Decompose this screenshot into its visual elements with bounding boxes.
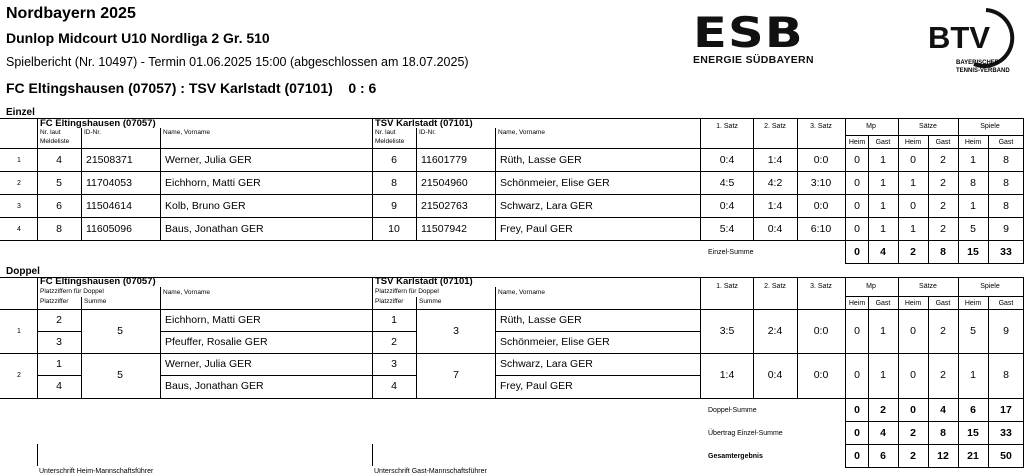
singles-guest-id: 11507942 bbox=[421, 222, 467, 235]
singles-set3: 6:10 bbox=[810, 222, 832, 235]
singles-mpg: 1 bbox=[880, 153, 886, 166]
doubles-mpg: 1 bbox=[880, 368, 886, 381]
doubles-home-col-name: Name, Vorname bbox=[163, 288, 210, 296]
doubles-sum-mpg: 2 bbox=[880, 403, 886, 416]
doubles-set1: 3:5 bbox=[719, 324, 735, 337]
doubles-sph: 5 bbox=[970, 324, 976, 337]
singles-sag: 2 bbox=[940, 199, 946, 212]
doubles-guest-pz-2: 4 bbox=[391, 379, 397, 392]
singles-row-number: 2 bbox=[17, 179, 21, 187]
doubles-sum-label: Doppel-Summe bbox=[708, 406, 757, 414]
singles-guest-id: 21504960 bbox=[421, 176, 468, 189]
singles-mpg: 1 bbox=[880, 222, 886, 235]
singles-set2: 1:4 bbox=[767, 199, 783, 212]
singles-home-team: FC Eltingshausen (07057) bbox=[40, 118, 156, 130]
singles-guest-nr: 9 bbox=[391, 199, 397, 212]
singles-sum-mpg: 4 bbox=[880, 245, 886, 258]
singles-home-name: Kolb, Bruno GER bbox=[165, 199, 246, 212]
singles-mpg: 1 bbox=[880, 176, 886, 189]
doubles-home-name-1: Eichhorn, Matti GER bbox=[165, 313, 261, 326]
doubles-total-spg: 50 bbox=[1000, 449, 1012, 462]
doubles-row-number: 1 bbox=[17, 327, 21, 335]
btv-logo-subtitle-1: BAYERISCHER bbox=[956, 60, 1000, 66]
singles-home-col-id: ID-Nr. bbox=[84, 128, 101, 136]
doubles-carry-sph: 15 bbox=[967, 426, 979, 439]
singles-guest-col-nr-a: Nr. laut bbox=[375, 128, 396, 136]
singles-set2: 4:2 bbox=[767, 176, 783, 189]
doubles-sum-sah: 0 bbox=[910, 403, 916, 416]
singles-home-nr: 6 bbox=[56, 199, 62, 212]
doubles-guest-pz-1: 3 bbox=[391, 357, 397, 370]
doubles-total-mpg: 6 bbox=[880, 449, 886, 462]
match-result-line: FC Eltingshausen (07057) : TSV Karlstadt (07101) 0 : 6 bbox=[6, 80, 377, 96]
singles-sah: 1 bbox=[910, 222, 916, 235]
page-title: Nordbayern 2025 bbox=[6, 5, 136, 22]
singles-guest-name: Rüth, Lasse GER bbox=[500, 153, 582, 166]
singles-spg: 8 bbox=[1003, 153, 1009, 166]
singles-set2: 1:4 bbox=[767, 153, 783, 166]
doubles-carry-mph: 0 bbox=[854, 426, 860, 439]
singles-sum-label: Einzel-Summe bbox=[708, 248, 754, 256]
singles-sph: 1 bbox=[970, 153, 976, 166]
singles-guest-col-id: ID-Nr. bbox=[419, 128, 436, 136]
singles-set3: 0:0 bbox=[813, 153, 829, 166]
doubles-guest-pz-2: 2 bbox=[391, 335, 397, 348]
signature-guest-label: Unterschrift Gast-Mannschaftsführer bbox=[374, 467, 487, 475]
singles-guest-nr: 10 bbox=[388, 222, 400, 235]
btv-logo-letters: BTV bbox=[928, 20, 990, 55]
doubles-mpg: 1 bbox=[880, 324, 886, 337]
singles-sum-sph: 15 bbox=[967, 245, 979, 258]
doubles-guest-sum: 3 bbox=[453, 324, 459, 337]
doubles-home-pz-2: 4 bbox=[56, 379, 62, 392]
singles-row-number: 4 bbox=[17, 225, 21, 233]
esb-logo-subtitle: ENERGIE SÜDBAYERN bbox=[693, 54, 814, 66]
doubles-col-set2: 2. Satz bbox=[764, 282, 786, 290]
singles-col-saetze: Sätze bbox=[919, 122, 937, 130]
doubles-carry-sag: 8 bbox=[940, 426, 946, 439]
doubles-carry-spg: 33 bbox=[1000, 426, 1012, 439]
doubles-guest-name-2: Frey, Paul GER bbox=[500, 379, 573, 392]
doubles-col-mp: Mp bbox=[866, 282, 876, 290]
doubles-home-col-pz-top: Platzziffern für Doppel bbox=[40, 287, 104, 295]
esb-logo-letters: ESB bbox=[693, 8, 804, 57]
doubles-guest-name-2: Schönmeier, Elise GER bbox=[500, 335, 610, 348]
singles-sum-mph: 0 bbox=[854, 245, 860, 258]
doubles-guest-name-1: Rüth, Lasse GER bbox=[500, 313, 582, 326]
singles-mph: 0 bbox=[854, 222, 860, 235]
doubles-mph: 0 bbox=[854, 324, 860, 337]
singles-col-mp-heim: Heim bbox=[848, 138, 866, 146]
singles-set3: 3:10 bbox=[810, 176, 832, 189]
singles-home-name: Werner, Julia GER bbox=[165, 153, 252, 166]
singles-spg: 9 bbox=[1003, 222, 1009, 235]
singles-sah: 0 bbox=[910, 153, 916, 166]
doubles-carry-sah: 2 bbox=[910, 426, 916, 439]
doubles-sag: 2 bbox=[940, 368, 946, 381]
doubles-col-spiele: Spiele bbox=[980, 282, 1000, 290]
singles-col-spiele-heim: Heim bbox=[964, 138, 982, 146]
singles-guest-col-name: Name, Vorname bbox=[498, 128, 545, 136]
singles-set1: 0:4 bbox=[719, 153, 735, 166]
singles-home-id: 11704053 bbox=[86, 176, 132, 189]
singles-home-nr: 5 bbox=[56, 176, 62, 189]
doubles-home-team: FC Eltingshausen (07057) bbox=[40, 276, 156, 288]
singles-guest-nr: 8 bbox=[391, 176, 397, 189]
singles-guest-col-nr-b: Meldeliste bbox=[375, 137, 405, 145]
doubles-home-sum: 5 bbox=[117, 324, 123, 337]
doubles-home-pz-1: 1 bbox=[56, 357, 62, 370]
singles-col-set3: 3. Satz bbox=[810, 122, 832, 130]
singles-col-mp: Mp bbox=[866, 122, 876, 130]
singles-spg: 8 bbox=[1003, 199, 1009, 212]
report-line: Spielbericht (Nr. 10497) - Termin 01.06.2025 15:00 (abgeschlossen am 18.07.2025) bbox=[6, 55, 469, 69]
signature-home-label: Unterschrift Heim-Mannschaftsführer bbox=[39, 467, 154, 475]
singles-mph: 0 bbox=[854, 199, 860, 212]
singles-guest-name: Frey, Paul GER bbox=[500, 222, 573, 235]
doubles-guest-col-pz: Platzziffer bbox=[375, 297, 404, 305]
doubles-guest-col-summe: Summe bbox=[419, 297, 442, 305]
singles-row-number: 3 bbox=[17, 202, 21, 210]
singles-set2: 0:4 bbox=[767, 222, 783, 235]
doubles-set2: 0:4 bbox=[767, 368, 783, 381]
singles-home-id: 21508371 bbox=[86, 153, 133, 166]
singles-mpg: 1 bbox=[880, 199, 886, 212]
doubles-set2: 2:4 bbox=[767, 324, 783, 337]
doubles-col-mp-heim: Heim bbox=[848, 299, 866, 307]
doubles-sph: 1 bbox=[970, 368, 976, 381]
singles-home-name: Baus, Jonathan GER bbox=[165, 222, 264, 235]
singles-col-set1: 1. Satz bbox=[716, 122, 738, 130]
singles-mph: 0 bbox=[854, 176, 860, 189]
doubles-set3: 0:0 bbox=[813, 324, 829, 337]
doubles-sag: 2 bbox=[940, 324, 946, 337]
doubles-sum-sag: 4 bbox=[940, 403, 946, 416]
singles-home-col-nr-a: Nr. laut bbox=[40, 128, 61, 136]
doubles-mph: 0 bbox=[854, 368, 860, 381]
doubles-carry-mpg: 4 bbox=[880, 426, 886, 439]
singles-set1: 0:4 bbox=[719, 199, 735, 212]
singles-sah: 0 bbox=[910, 199, 916, 212]
singles-home-nr: 8 bbox=[56, 222, 62, 235]
doubles-spg: 9 bbox=[1003, 324, 1009, 337]
doubles-sah: 0 bbox=[910, 368, 916, 381]
doubles-home-name-1: Werner, Julia GER bbox=[165, 357, 252, 370]
singles-row-number: 1 bbox=[17, 156, 21, 164]
doubles-home-pz-2: 3 bbox=[56, 335, 62, 348]
doubles-home-col-pz: Platzziffer bbox=[40, 297, 69, 305]
doubles-col-set3: 3. Satz bbox=[810, 282, 832, 290]
doubles-guest-name-1: Schwarz, Lara GER bbox=[500, 357, 593, 370]
singles-set3: 0:0 bbox=[813, 199, 829, 212]
singles-guest-name: Schwarz, Lara GER bbox=[500, 199, 593, 212]
doubles-guest-col-name: Name, Vorname bbox=[498, 288, 545, 296]
doubles-carry-label: Übertrag Einzel-Summe bbox=[708, 429, 783, 437]
doubles-col-spiele-gast: Gast bbox=[998, 299, 1014, 307]
singles-guest-id: 21502763 bbox=[421, 199, 468, 212]
doubles-home-name-2: Pfeuffer, Rosalie GER bbox=[165, 335, 268, 348]
doubles-spg: 8 bbox=[1003, 368, 1009, 381]
singles-sag: 2 bbox=[940, 153, 946, 166]
doubles-col-saetze-gast: Gast bbox=[935, 299, 951, 307]
singles-set1: 5:4 bbox=[719, 222, 735, 235]
singles-guest-nr: 6 bbox=[391, 153, 397, 166]
singles-col-saetze-heim: Heim bbox=[904, 138, 922, 146]
doubles-total-label: Gesamtergebnis bbox=[708, 452, 763, 460]
doubles-guest-sum: 7 bbox=[453, 368, 459, 381]
singles-col-mp-gast: Gast bbox=[875, 138, 891, 146]
singles-home-id: 11504614 bbox=[86, 199, 132, 212]
singles-sph: 5 bbox=[970, 222, 976, 235]
singles-sph: 1 bbox=[970, 199, 976, 212]
singles-sah: 1 bbox=[910, 176, 916, 189]
singles-home-nr: 4 bbox=[56, 153, 62, 166]
singles-mph: 0 bbox=[854, 153, 860, 166]
doubles-col-saetze: Sätze bbox=[919, 282, 937, 290]
doubles-home-col-summe: Summe bbox=[84, 297, 107, 305]
doubles-col-set1: 1. Satz bbox=[716, 282, 738, 290]
doubles-home-name-2: Baus, Jonathan GER bbox=[165, 379, 264, 392]
singles-guest-id: 11601779 bbox=[421, 153, 467, 166]
singles-col-set2: 2. Satz bbox=[764, 122, 786, 130]
doubles-col-mp-gast: Gast bbox=[875, 299, 891, 307]
doubles-total-sah: 2 bbox=[910, 449, 916, 462]
doubles-sum-mph: 0 bbox=[854, 403, 860, 416]
doubles-set3: 0:0 bbox=[813, 368, 829, 381]
singles-guest-name: Schönmeier, Elise GER bbox=[500, 176, 610, 189]
doubles-row-number: 2 bbox=[17, 371, 21, 379]
doubles-sum-sph: 6 bbox=[970, 403, 976, 416]
btv-logo-subtitle-2: TENNIS-VERBAND bbox=[956, 68, 1010, 74]
doubles-col-spiele-heim: Heim bbox=[964, 299, 982, 307]
doubles-home-pz-1: 2 bbox=[56, 313, 62, 326]
singles-home-id: 11605096 bbox=[86, 222, 132, 235]
singles-home-col-name: Name, Vorname bbox=[163, 128, 210, 136]
singles-sag: 2 bbox=[940, 222, 946, 235]
doubles-sum-spg: 17 bbox=[1000, 403, 1012, 416]
doubles-guest-col-pz-top: Platzziffern für Doppel bbox=[375, 287, 439, 295]
league-title: Dunlop Midcourt U10 Nordliga 2 Gr. 510 bbox=[6, 30, 270, 46]
singles-sph: 8 bbox=[970, 176, 976, 189]
singles-sum-spg: 33 bbox=[1000, 245, 1012, 258]
singles-home-name: Eichhorn, Matti GER bbox=[165, 176, 261, 189]
doubles-total-sag: 12 bbox=[937, 449, 949, 462]
singles-col-spiele: Spiele bbox=[980, 122, 1000, 130]
doubles-col-saetze-heim: Heim bbox=[904, 299, 922, 307]
singles-home-col-nr-b: Meldeliste bbox=[40, 137, 70, 145]
singles-sum-sag: 8 bbox=[940, 245, 946, 258]
doubles-sah: 0 bbox=[910, 324, 916, 337]
singles-sag: 2 bbox=[940, 176, 946, 189]
singles-sum-sah: 2 bbox=[910, 245, 916, 258]
singles-guest-team: TSV Karlstadt (07101) bbox=[375, 118, 473, 130]
singles-col-saetze-gast: Gast bbox=[935, 138, 951, 146]
doubles-total-sph: 21 bbox=[967, 449, 979, 462]
doubles-total-mph: 0 bbox=[854, 449, 860, 462]
singles-spg: 8 bbox=[1003, 176, 1009, 189]
doubles-set1: 1:4 bbox=[719, 368, 735, 381]
singles-set1: 4:5 bbox=[719, 176, 735, 189]
singles-col-spiele-gast: Gast bbox=[998, 138, 1014, 146]
doubles-section-label: Doppel bbox=[6, 266, 40, 277]
singles-section-label: Einzel bbox=[6, 107, 35, 118]
doubles-guest-pz-1: 1 bbox=[391, 313, 397, 326]
doubles-guest-team: TSV Karlstadt (07101) bbox=[375, 276, 473, 288]
doubles-home-sum: 5 bbox=[117, 368, 123, 381]
